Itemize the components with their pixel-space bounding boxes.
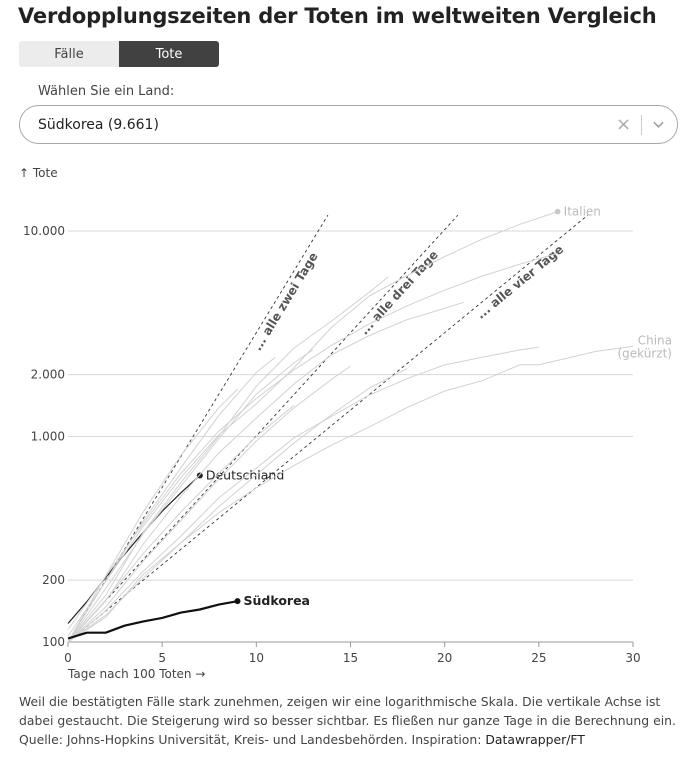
- y-tick-label: 10.000: [23, 224, 65, 238]
- y-axis-label: ↑ Tote: [19, 166, 58, 180]
- x-tick-label: 10: [248, 651, 264, 665]
- reference-line: [68, 215, 328, 642]
- italien-end-marker: [555, 209, 561, 215]
- s-dkorea-end-marker: [235, 598, 241, 604]
- tab-tote[interactable]: Tote: [119, 41, 219, 67]
- y-tick-label: 1.000: [30, 429, 65, 444]
- caption-text: Weil die bestätigten Fälle stark zunehmen, zeigen wir eine logarithmische Skala. Die vertikale Achse ist dabei gestaucht. Die Steigerung wird so besser sichtbar. Es fließen nur ganze Tage in die Berechnung ein. Quelle: Johns-Hopkins Universität, Kreis- und Landesbehörden. Inspiration:: [19, 694, 676, 747]
- y-tick-label: 100: [42, 635, 65, 649]
- x-tick-label: 25: [531, 651, 547, 665]
- source-link[interactable]: Datawrapper/FT: [485, 732, 585, 747]
- country-select-value: Südkorea (9.661): [38, 117, 159, 133]
- clear-icon[interactable]: ×: [616, 114, 632, 135]
- reference-line-label: ... alle zwei Tage: [250, 249, 321, 354]
- x-axis-label: Tage nach 100 Toten →: [68, 667, 206, 681]
- china-label-line: China: [637, 333, 672, 348]
- country-select-label: Wählen Sie ein Land:: [38, 84, 175, 99]
- x-tick-label: 30: [625, 651, 641, 665]
- x-tick-label: 5: [158, 651, 166, 665]
- chart-caption: [19, 692, 679, 749]
- chart-title: Verdopplungszeiten der Toten im weltweiten Vergleich: [18, 4, 657, 28]
- x-tick-label: 15: [342, 651, 359, 665]
- china-label: [618, 333, 673, 360]
- deutschland-label: Deutschland: [205, 467, 285, 483]
- reference-line-label: ... alle vier Tage: [473, 242, 567, 322]
- y-tick-label: 2.000: [30, 367, 65, 382]
- china-line: [68, 346, 633, 642]
- china-label-line: (gekürzt): [617, 346, 672, 361]
- reference-line: [68, 215, 588, 642]
- reference-line-label: ... alle drei Tage: [357, 247, 441, 338]
- italien-label: Italien: [563, 204, 601, 219]
- tab-faelle[interactable]: Fälle: [19, 41, 119, 67]
- x-tick-label: 0: [64, 651, 72, 665]
- x-tick-label: 20: [437, 651, 453, 665]
- y-tick-label: 200: [42, 573, 65, 588]
- s-dkorea-label: Südkorea: [243, 593, 310, 609]
- country-line: [68, 389, 238, 642]
